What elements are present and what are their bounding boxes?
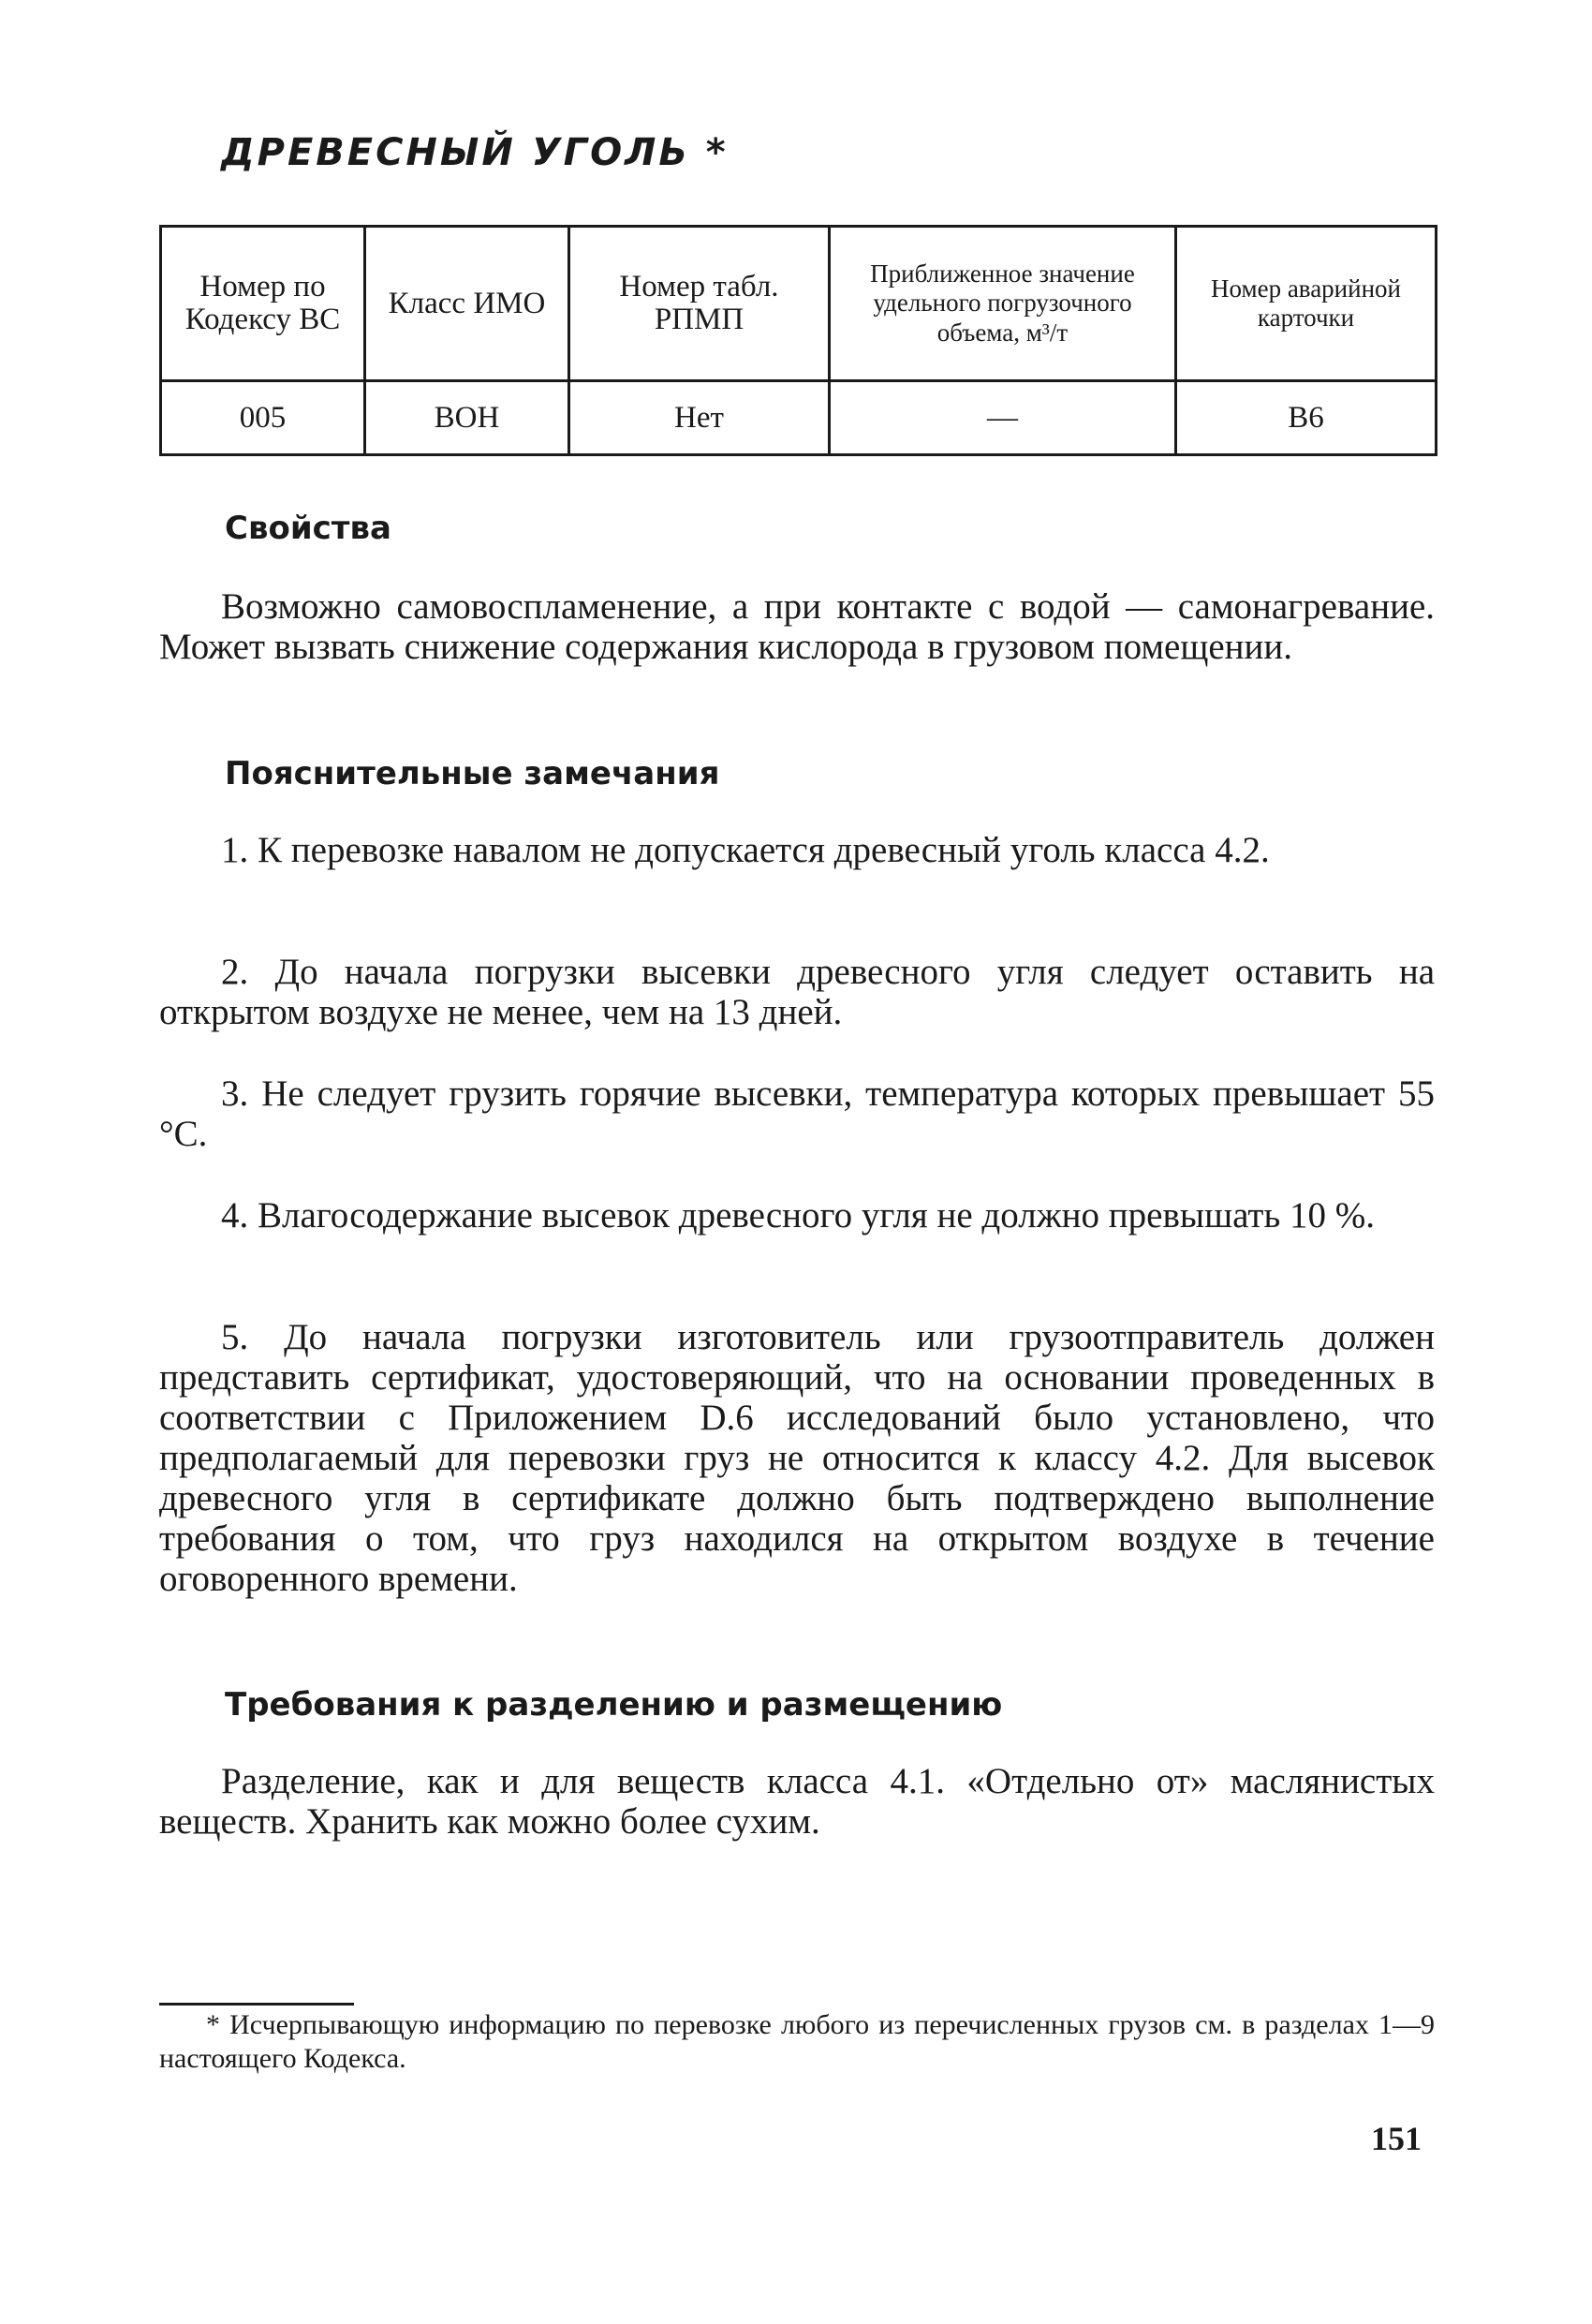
- cell-code-number: 005: [161, 381, 365, 455]
- segregation-paragraph: Разделение, как и для веществ класса 4.1. «Отдельно от» маслянистых веществ. Хранить как можно более сухим.: [159, 1761, 1435, 1842]
- cell-imo-class: ВОН: [365, 381, 569, 455]
- table-header-row: [161, 227, 1437, 381]
- remark-text: 5. До начала погрузки изготовитель или грузоотправитель должен представить сертификат, удостоверяющий, что на основании проведенных в соответствии с Приложением D.6 исследований было установлено, что предполагаемый для перевозки груз не относится к классу 4.2. Для высевок древесного угля в сертификате должно быть подтверждено выполнение требования о том, что груз находился на открытом воздухе в течение оговоренного времени.: [159, 1317, 1435, 1599]
- remark-item-4: [159, 1195, 1435, 1236]
- remark-item-1: [159, 830, 1435, 870]
- header-table-number: Номер табл. РПМП: [569, 227, 830, 381]
- cell-stowage-factor: —: [830, 381, 1176, 455]
- cell-table-number: Нет: [569, 381, 830, 455]
- remark-item-5: [159, 1317, 1435, 1599]
- page-number: 151: [1371, 2120, 1422, 2157]
- properties-paragraph: Возможно самовоспламенение, а при контакте с водой — самонагревание. Может вызвать снижение содержания кислорода в грузовом помещении.: [159, 586, 1435, 667]
- remark-text: 4. Влагосодержание высевок древесного угля не должно превышать 10 %.: [221, 1195, 1375, 1236]
- cargo-table-wrapper: [159, 225, 1435, 456]
- segregation-heading: Требования к разделению и размещению: [225, 1686, 1003, 1724]
- header-code-number: Номер по Кодексу ВС: [161, 227, 365, 381]
- segregation-text: [159, 1761, 1435, 1842]
- remark-item-3: [159, 1073, 1435, 1154]
- table-row: [161, 381, 1437, 455]
- header-stowage-factor: Приближенное значение удельного погрузочного объема, м³/т: [830, 227, 1176, 381]
- remark-text: 3. Не следует грузить горячие высевки, температура которых превышает 55 °С.: [159, 1073, 1435, 1154]
- remarks-heading: Пояснительные замечания: [225, 755, 720, 792]
- remark-text: 1. К перевозке навалом не допускается древесный уголь класса 4.2.: [221, 830, 1270, 870]
- footnote-divider: [159, 2003, 354, 2006]
- remark-text: 2. До начала погрузки высевки древесного угля следует оставить на открытом воздухе не менее, чем на 13 дней.: [159, 952, 1435, 1032]
- header-imo-class: Класс ИМО: [365, 227, 569, 381]
- footnote: * Исчерпывающую информацию по перевозке любого из перечисленных грузов см. в разделах 1—9 настоящего Кодекса.: [159, 2009, 1435, 2074]
- header-emergency-card: Номер аварийной карточки: [1176, 227, 1437, 381]
- cell-emergency-card: В6: [1176, 381, 1437, 455]
- cargo-table: [159, 225, 1437, 456]
- properties-heading: Свойства: [225, 510, 391, 547]
- properties-text: [159, 586, 1435, 667]
- remark-item-2: [159, 952, 1435, 1032]
- page-title: ДРЕВЕСНЫЙ УГОЛЬ *: [221, 131, 729, 174]
